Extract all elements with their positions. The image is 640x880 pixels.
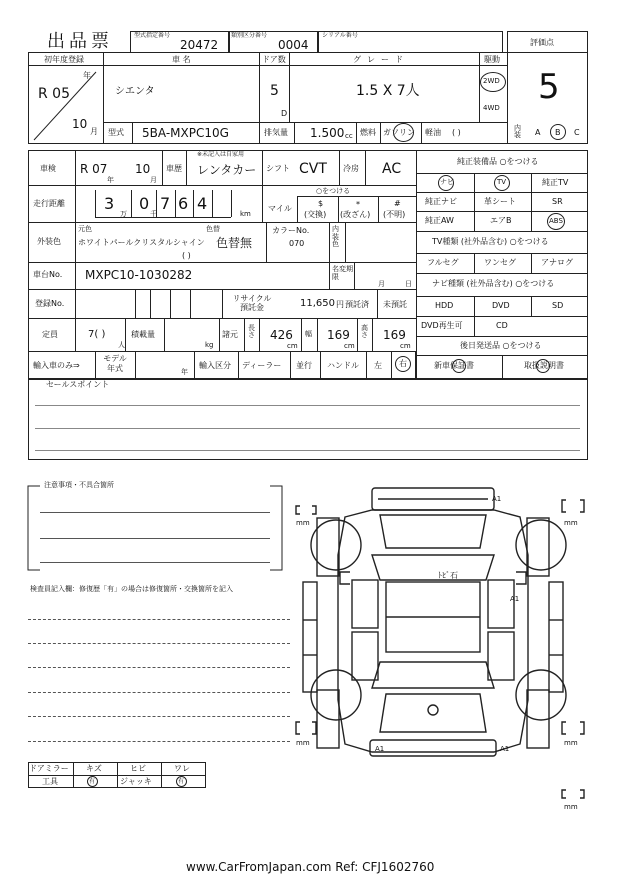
equip-sr: SR <box>552 197 563 206</box>
tv-title: TV種類 (社外品含む) ○をつける <box>432 237 549 246</box>
wid: 169 <box>327 328 350 342</box>
tv-fullseg: フルセグ <box>427 258 459 267</box>
shaken-label: 車検 <box>40 164 56 173</box>
mileage-digit-4: 6 <box>178 194 189 213</box>
unknown-symbol: # <box>394 199 401 208</box>
history-note: ※未記入は自家用 <box>197 151 245 158</box>
history: レンタカー <box>197 163 257 177</box>
exch-symbol: $ <box>318 199 324 208</box>
inspector-label: 検査員記入欄：修復歴「有」の場合は修復箇所・交換箇所を記入 <box>30 585 233 593</box>
footer-ref: www.CarFromJapan.com Ref: CFJ1602760 <box>186 860 435 874</box>
mileage-sen: 千 <box>150 210 157 218</box>
legend-tools-yes: 有 <box>89 778 96 785</box>
capacity-label: 定員 <box>42 330 58 339</box>
mile-label: マイル <box>268 204 292 213</box>
repaint-paren: ( ) <box>182 251 191 260</box>
disp-label: 排気量 <box>264 128 288 137</box>
fuel-gas: ガソリン <box>383 128 415 137</box>
repaint: 色替無 <box>216 236 253 250</box>
first-reg-label: 初年度登録 <box>44 55 84 64</box>
diag-a1-rear-left: A1 <box>375 745 385 753</box>
equip-genuine-tv: 純正TV <box>542 178 569 187</box>
score-label: 評価点 <box>530 38 554 47</box>
shift: CVT <box>299 161 327 177</box>
equip-abs: ABS <box>549 217 563 225</box>
drive-2wd: 2WD <box>483 77 500 85</box>
legend-jack-yes: 有 <box>178 778 185 785</box>
disp-unit: cc <box>345 132 353 140</box>
alter-label: (改ざん) <box>340 210 371 219</box>
docs-warranty: 新車保証書 <box>434 361 474 370</box>
ruibetsu-label: 類別区分番号 <box>231 32 268 39</box>
doors-label: ドア数 <box>262 55 286 64</box>
recycle: 11,650 <box>300 298 335 309</box>
hei-label: 高さ <box>361 324 368 339</box>
colorno: 070 <box>289 239 305 248</box>
handle-label: ハンドル <box>327 361 359 370</box>
mileage-digit-3: 7 <box>160 194 171 213</box>
spec-label: 諸元 <box>222 330 238 339</box>
name-change-label: 名変期限 <box>332 265 353 282</box>
color-label: 外装色 <box>37 237 61 246</box>
equip-navi: ナビ <box>440 178 454 186</box>
hei: 169 <box>383 328 406 342</box>
equip-leather: 革シート <box>484 197 516 206</box>
model: 5BA-MXPC10G <box>142 126 229 140</box>
mileage-man: 万 <box>120 210 127 218</box>
navi-dvd: DVD <box>492 301 510 310</box>
ruibetsu-value: 0004 <box>278 38 309 52</box>
equip-airbag: エアB <box>490 216 512 225</box>
mm-spare: mm <box>564 803 578 811</box>
regno-label: 登録No. <box>35 299 65 308</box>
sales-label: セールスポイント <box>46 380 110 389</box>
handle-left: 左 <box>374 361 382 370</box>
legend-jack: ジャッキ <box>120 777 152 786</box>
interior-b: B <box>555 128 561 137</box>
first-reg-month-unit: 月 <box>90 127 98 136</box>
capacity: 7( ) <box>88 329 106 340</box>
navi-sd: SD <box>552 301 564 310</box>
import-label: 輸入車のみ⇒ <box>33 361 80 370</box>
notes-label: 注意事項・不具合箇所 <box>44 481 114 489</box>
model-label: 型式 <box>108 128 124 137</box>
chassis: MXPC10-1030282 <box>85 268 193 282</box>
equip-title: 純正装備品 ○をつける <box>457 157 539 166</box>
diag-a1-rear-right: A1 <box>500 745 510 753</box>
recycle-label: リサイクル預託金 <box>232 294 272 313</box>
first-reg-month: 10 <box>72 117 88 131</box>
chassis-label: 車台No. <box>33 270 63 279</box>
equip-tv: TV <box>497 178 507 186</box>
mileage-digit-5: 4 <box>197 194 208 213</box>
legend-mirror: ドアミラー <box>29 764 69 773</box>
mm-front-right: mm <box>564 519 578 527</box>
repaint-label: 色替 <box>206 225 220 233</box>
mark-header: ○をつける <box>316 187 351 195</box>
interior-label: 内装 <box>514 124 521 139</box>
legend-ware: ワレ <box>174 764 190 773</box>
mm-rear-left: mm <box>296 739 310 747</box>
name-change-month: 月 <box>378 280 385 288</box>
mm-rear-right: mm <box>564 739 578 747</box>
grade: 1.5 X 7人 <box>356 83 420 99</box>
equip-genuine-navi: 純正ナビ <box>425 197 457 206</box>
load-label: 積載量 <box>131 330 155 339</box>
tv-oneseg: ワンセグ <box>484 258 516 267</box>
diag-a1-right: A1 <box>510 595 520 603</box>
fuel-light: 軽油 <box>425 128 441 137</box>
wid-cm: cm <box>344 342 355 350</box>
recycle-unit: 円 <box>336 300 344 309</box>
parallel: 並行 <box>296 361 312 370</box>
kata-value: 20472 <box>180 38 219 52</box>
mileage-digit-1: 3 <box>104 194 115 213</box>
hei-cm: cm <box>400 342 411 350</box>
score-value: 5 <box>538 67 560 107</box>
doors: 5 <box>270 83 279 99</box>
legend-kizu: キズ <box>86 764 102 773</box>
diag-a1-front: A1 <box>492 495 502 503</box>
first-reg-year-unit: 年 <box>83 71 91 80</box>
kata-label: 型式指定番号 <box>134 32 171 39</box>
model-year-label: モデル年式 <box>103 354 127 373</box>
car-name: シエンタ <box>115 86 155 97</box>
interior-c: C <box>574 128 580 137</box>
fuel-paren: ( ) <box>452 128 461 137</box>
legend-tools: 工具 <box>42 777 58 786</box>
tv-analog: アナログ <box>541 258 573 267</box>
mileage-digit-2: 0 <box>139 194 150 213</box>
history-label: 車歴 <box>166 164 182 173</box>
unknown-label: (不明) <box>383 210 406 219</box>
fuel-label: 燃料 <box>360 128 376 137</box>
grade-label: グレード <box>353 55 409 64</box>
mileage-km: km <box>240 210 251 218</box>
model-year-unit: 年 <box>181 368 188 376</box>
interior-color-label: 内装色 <box>332 225 339 249</box>
orig-color: ホワイトパールクリスタルシャイン <box>78 238 205 247</box>
shaken-month: 10 <box>135 162 151 176</box>
navi-dvd-play: DVD再生可 <box>421 321 463 330</box>
import-cat-label: 輸入区分 <box>199 361 231 370</box>
ac: AC <box>382 161 402 177</box>
navi-title: ナビ種類 (社外品含む) ○をつける <box>432 279 555 288</box>
name-change-day: 日 <box>405 280 412 288</box>
wid-label: 幅 <box>305 330 312 338</box>
len: 426 <box>270 328 293 342</box>
mileage-label: 走行距離 <box>33 199 65 208</box>
capacity-unit: 人 <box>118 341 125 349</box>
drive-label: 駆動 <box>484 55 500 64</box>
serial-label: シリアル番号 <box>322 32 358 39</box>
shaken-month-unit: 月 <box>150 176 157 184</box>
navi-cd: CD <box>496 321 508 330</box>
disp: 1.500 <box>310 126 345 140</box>
drive-4wd: 4WD <box>483 104 500 112</box>
recycle-status: 預託済 <box>345 300 369 309</box>
equip-genuine-aw: 純正AW <box>425 216 454 225</box>
docs-manual: 取扱説明書 <box>524 361 564 370</box>
len-label: 長さ <box>248 324 255 339</box>
recycle-no: 未預託 <box>383 300 407 309</box>
navi-hdd: HDD <box>435 301 454 310</box>
exch-label: (交換) <box>304 210 327 219</box>
legend-hibi: ヒビ <box>130 764 146 773</box>
dealer: ディーラー <box>242 361 282 370</box>
page-title: 出品票 <box>47 31 113 52</box>
alter-symbol: * <box>356 200 360 209</box>
shaken: R 07 <box>80 162 108 176</box>
orig-color-label: 元色 <box>78 225 92 233</box>
interior-a: A <box>535 128 541 137</box>
docs-title: 後日発送品 ○をつける <box>460 341 542 350</box>
first-reg-year: R 05 <box>38 86 70 102</box>
car-name-label: 車 名 <box>172 55 191 64</box>
handle-right: 右 <box>399 359 407 368</box>
shaken-year-unit: 年 <box>107 176 114 184</box>
shift-label: シフト <box>266 164 290 173</box>
mm-front-left: mm <box>296 519 310 527</box>
diag-roof-note: ﾄﾋﾞ石 <box>438 571 458 580</box>
load-kg: kg <box>205 341 214 349</box>
len-cm: cm <box>287 342 298 350</box>
ac-label: 冷房 <box>343 164 359 173</box>
doors-d: D <box>281 109 288 118</box>
colorno-label: カラーNo. <box>272 226 310 235</box>
